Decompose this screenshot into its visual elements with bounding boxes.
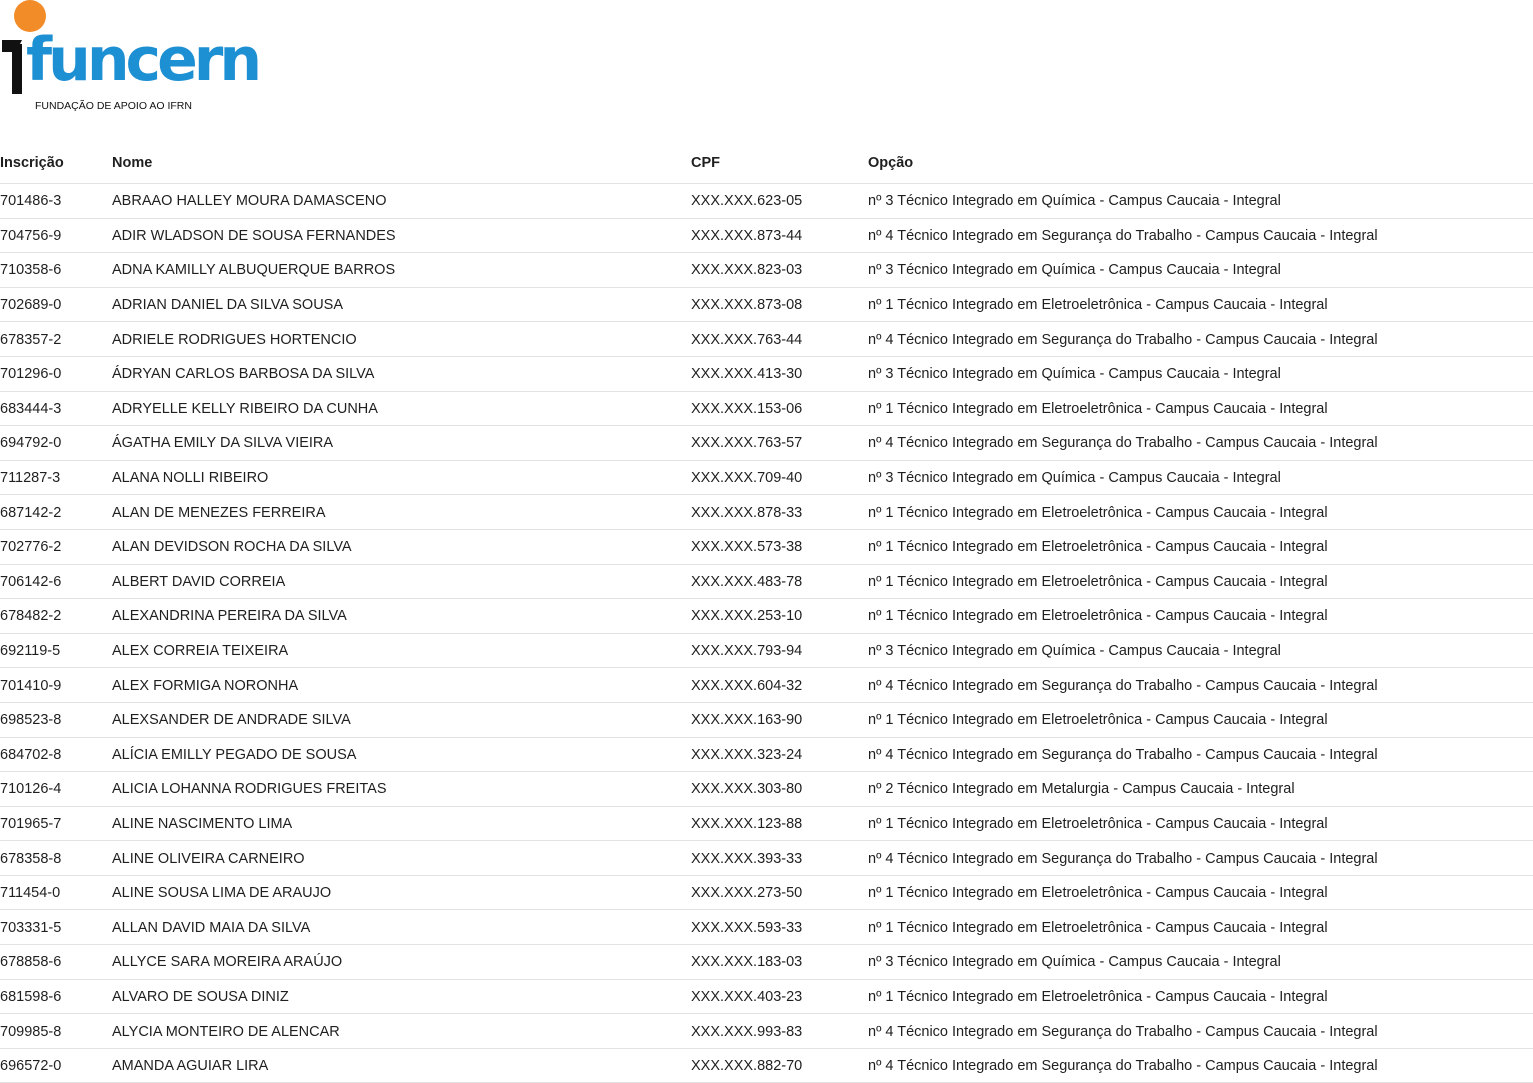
cell-nome: ALAN DEVIDSON ROCHA DA SILVA bbox=[112, 529, 691, 564]
cell-nome: ALBERT DAVID CORREIA bbox=[112, 564, 691, 599]
table-row bbox=[0, 1014, 1533, 1049]
table-row bbox=[0, 599, 1533, 634]
cell-cpf: XXX.XXX.253-10 bbox=[691, 599, 868, 634]
logo-subtitle: FUNDAÇÃO DE APOIO AO IFRN bbox=[35, 100, 192, 112]
cell-nome: ALEX FORMIGA NORONHA bbox=[112, 668, 691, 703]
cell-cpf: XXX.XXX.303-80 bbox=[691, 772, 868, 807]
cell-opcao: nº 4 Técnico Integrado em Segurança do Trabalho - Campus Caucaia - Integral bbox=[868, 322, 1533, 357]
cell-cpf: XXX.XXX.873-44 bbox=[691, 218, 868, 253]
cell-inscricao: 696572-0 bbox=[0, 1048, 112, 1083]
funcern-logo bbox=[0, 0, 259, 116]
candidates-table bbox=[0, 143, 1533, 1083]
cell-opcao: nº 4 Técnico Integrado em Segurança do Trabalho - Campus Caucaia - Integral bbox=[868, 737, 1533, 772]
cell-opcao: nº 4 Técnico Integrado em Segurança do Trabalho - Campus Caucaia - Integral bbox=[868, 668, 1533, 703]
cell-cpf: XXX.XXX.604-32 bbox=[691, 668, 868, 703]
cell-nome: ADRIELE RODRIGUES HORTENCIO bbox=[112, 322, 691, 357]
table-row bbox=[0, 910, 1533, 945]
cell-cpf: XXX.XXX.763-44 bbox=[691, 322, 868, 357]
cell-cpf: XXX.XXX.882-70 bbox=[691, 1048, 868, 1083]
logo-wordmark: funcern bbox=[26, 25, 259, 95]
cell-cpf: XXX.XXX.873-08 bbox=[691, 287, 868, 322]
cell-opcao: nº 1 Técnico Integrado em Eletroeletrônica - Campus Caucaia - Integral bbox=[868, 979, 1533, 1014]
cell-inscricao: 710126-4 bbox=[0, 772, 112, 807]
header-nome: Nome bbox=[112, 143, 691, 184]
cell-nome: ALLAN DAVID MAIA DA SILVA bbox=[112, 910, 691, 945]
cell-inscricao: 706142-6 bbox=[0, 564, 112, 599]
cell-inscricao: 683444-3 bbox=[0, 391, 112, 426]
cell-opcao: nº 1 Técnico Integrado em Eletroeletrônica - Campus Caucaia - Integral bbox=[868, 702, 1533, 737]
cell-inscricao: 694792-0 bbox=[0, 426, 112, 461]
cell-inscricao: 681598-6 bbox=[0, 979, 112, 1014]
table-row bbox=[0, 426, 1533, 461]
cell-inscricao: 692119-5 bbox=[0, 633, 112, 668]
header-opcao: Opção bbox=[868, 143, 1533, 184]
cell-opcao: nº 3 Técnico Integrado em Química - Campus Caucaia - Integral bbox=[868, 633, 1533, 668]
cell-nome: ALINE NASCIMENTO LIMA bbox=[112, 806, 691, 841]
cell-inscricao: 702689-0 bbox=[0, 287, 112, 322]
cell-cpf: XXX.XXX.123-88 bbox=[691, 806, 868, 841]
cell-inscricao: 701486-3 bbox=[0, 184, 112, 219]
table-row bbox=[0, 529, 1533, 564]
table-row bbox=[0, 772, 1533, 807]
cell-nome: ALINE SOUSA LIMA DE ARAUJO bbox=[112, 875, 691, 910]
cell-nome: ALVARO DE SOUSA DINIZ bbox=[112, 979, 691, 1014]
cell-cpf: XXX.XXX.593-33 bbox=[691, 910, 868, 945]
cell-inscricao: 698523-8 bbox=[0, 702, 112, 737]
cell-opcao: nº 2 Técnico Integrado em Metalurgia - Campus Caucaia - Integral bbox=[868, 772, 1533, 807]
cell-nome: ALEX CORREIA TEIXEIRA bbox=[112, 633, 691, 668]
cell-opcao: nº 3 Técnico Integrado em Química - Campus Caucaia - Integral bbox=[868, 356, 1533, 391]
table-row bbox=[0, 287, 1533, 322]
cell-inscricao: 684702-8 bbox=[0, 737, 112, 772]
cell-inscricao: 678357-2 bbox=[0, 322, 112, 357]
cell-cpf: XXX.XXX.793-94 bbox=[691, 633, 868, 668]
cell-inscricao: 701410-9 bbox=[0, 668, 112, 703]
cell-cpf: XXX.XXX.403-23 bbox=[691, 979, 868, 1014]
cell-opcao: nº 4 Técnico Integrado em Segurança do Trabalho - Campus Caucaia - Integral bbox=[868, 1048, 1533, 1083]
cell-nome: ADRIAN DANIEL DA SILVA SOUSA bbox=[112, 287, 691, 322]
table-row bbox=[0, 633, 1533, 668]
cell-nome: ALÍCIA EMILLY PEGADO DE SOUSA bbox=[112, 737, 691, 772]
cell-cpf: XXX.XXX.483-78 bbox=[691, 564, 868, 599]
table-row bbox=[0, 875, 1533, 910]
cell-opcao: nº 3 Técnico Integrado em Química - Campus Caucaia - Integral bbox=[868, 460, 1533, 495]
table-row bbox=[0, 253, 1533, 288]
cell-cpf: XXX.XXX.183-03 bbox=[691, 945, 868, 980]
cell-nome: ÁDRYAN CARLOS BARBOSA DA SILVA bbox=[112, 356, 691, 391]
cell-opcao: nº 4 Técnico Integrado em Segurança do Trabalho - Campus Caucaia - Integral bbox=[868, 218, 1533, 253]
cell-nome: ALEXSANDER DE ANDRADE SILVA bbox=[112, 702, 691, 737]
cell-nome: ALINE OLIVEIRA CARNEIRO bbox=[112, 841, 691, 876]
table-row bbox=[0, 1048, 1533, 1083]
cell-opcao: nº 1 Técnico Integrado em Eletroeletrônica - Campus Caucaia - Integral bbox=[868, 564, 1533, 599]
cell-cpf: XXX.XXX.323-24 bbox=[691, 737, 868, 772]
cell-inscricao: 711454-0 bbox=[0, 875, 112, 910]
cell-opcao: nº 4 Técnico Integrado em Segurança do Trabalho - Campus Caucaia - Integral bbox=[868, 426, 1533, 461]
cell-opcao: nº 1 Técnico Integrado em Eletroeletrônica - Campus Caucaia - Integral bbox=[868, 806, 1533, 841]
cell-nome: ALANA NOLLI RIBEIRO bbox=[112, 460, 691, 495]
cell-inscricao: 701296-0 bbox=[0, 356, 112, 391]
cell-cpf: XXX.XXX.163-90 bbox=[691, 702, 868, 737]
table-row bbox=[0, 702, 1533, 737]
table-row bbox=[0, 391, 1533, 426]
cell-cpf: XXX.XXX.393-33 bbox=[691, 841, 868, 876]
cell-nome: ALYCIA MONTEIRO DE ALENCAR bbox=[112, 1014, 691, 1049]
table-row bbox=[0, 945, 1533, 980]
cell-cpf: XXX.XXX.709-40 bbox=[691, 460, 868, 495]
cell-nome: AMANDA AGUIAR LIRA bbox=[112, 1048, 691, 1083]
cell-nome: ALICIA LOHANNA RODRIGUES FREITAS bbox=[112, 772, 691, 807]
table-row bbox=[0, 668, 1533, 703]
cell-cpf: XXX.XXX.623-05 bbox=[691, 184, 868, 219]
cell-nome: ALAN DE MENEZES FERREIRA bbox=[112, 495, 691, 530]
cell-opcao: nº 4 Técnico Integrado em Segurança do Trabalho - Campus Caucaia - Integral bbox=[868, 1014, 1533, 1049]
cell-inscricao: 704756-9 bbox=[0, 218, 112, 253]
cell-opcao: nº 1 Técnico Integrado em Eletroeletrônica - Campus Caucaia - Integral bbox=[868, 875, 1533, 910]
cell-inscricao: 703331-5 bbox=[0, 910, 112, 945]
cell-nome: ABRAAO HALLEY MOURA DAMASCENO bbox=[112, 184, 691, 219]
table-row bbox=[0, 460, 1533, 495]
cell-inscricao: 701965-7 bbox=[0, 806, 112, 841]
cell-inscricao: 678358-8 bbox=[0, 841, 112, 876]
cell-nome: ADIR WLADSON DE SOUSA FERNANDES bbox=[112, 218, 691, 253]
cell-cpf: XXX.XXX.878-33 bbox=[691, 495, 868, 530]
cell-opcao: nº 3 Técnico Integrado em Química - Campus Caucaia - Integral bbox=[868, 945, 1533, 980]
cell-inscricao: 710358-6 bbox=[0, 253, 112, 288]
table-row bbox=[0, 806, 1533, 841]
cell-opcao: nº 1 Técnico Integrado em Eletroeletrônica - Campus Caucaia - Integral bbox=[868, 910, 1533, 945]
cell-cpf: XXX.XXX.413-30 bbox=[691, 356, 868, 391]
cell-cpf: XXX.XXX.153-06 bbox=[691, 391, 868, 426]
cell-opcao: nº 1 Técnico Integrado em Eletroeletrônica - Campus Caucaia - Integral bbox=[868, 529, 1533, 564]
table-row bbox=[0, 322, 1533, 357]
table-row bbox=[0, 495, 1533, 530]
cell-opcao: nº 1 Técnico Integrado em Eletroeletrônica - Campus Caucaia - Integral bbox=[868, 287, 1533, 322]
cell-opcao: nº 1 Técnico Integrado em Eletroeletrônica - Campus Caucaia - Integral bbox=[868, 495, 1533, 530]
table-row bbox=[0, 564, 1533, 599]
cell-nome: ALEXANDRINA PEREIRA DA SILVA bbox=[112, 599, 691, 634]
cell-opcao: nº 3 Técnico Integrado em Química - Campus Caucaia - Integral bbox=[868, 253, 1533, 288]
cell-inscricao: 709985-8 bbox=[0, 1014, 112, 1049]
cell-inscricao: 678858-6 bbox=[0, 945, 112, 980]
cell-inscricao: 711287-3 bbox=[0, 460, 112, 495]
cell-nome: ÁGATHA EMILY DA SILVA VIEIRA bbox=[112, 426, 691, 461]
cell-nome: ADRYELLE KELLY RIBEIRO DA CUNHA bbox=[112, 391, 691, 426]
cell-cpf: XXX.XXX.763-57 bbox=[691, 426, 868, 461]
cell-inscricao: 678482-2 bbox=[0, 599, 112, 634]
cell-opcao: nº 1 Técnico Integrado em Eletroeletrônica - Campus Caucaia - Integral bbox=[868, 599, 1533, 634]
cell-opcao: nº 3 Técnico Integrado em Química - Campus Caucaia - Integral bbox=[868, 184, 1533, 219]
cell-nome: ALLYCE SARA MOREIRA ARAÚJO bbox=[112, 945, 691, 980]
cell-cpf: XXX.XXX.273-50 bbox=[691, 875, 868, 910]
cell-cpf: XXX.XXX.993-83 bbox=[691, 1014, 868, 1049]
header-inscricao: Inscrição bbox=[0, 143, 112, 184]
table-row bbox=[0, 184, 1533, 219]
cell-opcao: nº 1 Técnico Integrado em Eletroeletrônica - Campus Caucaia - Integral bbox=[868, 391, 1533, 426]
table-body bbox=[0, 184, 1533, 1083]
table-header bbox=[0, 143, 1533, 184]
table-row bbox=[0, 979, 1533, 1014]
cell-nome: ADNA KAMILLY ALBUQUERQUE BARROS bbox=[112, 253, 691, 288]
cell-opcao: nº 4 Técnico Integrado em Segurança do Trabalho - Campus Caucaia - Integral bbox=[868, 841, 1533, 876]
cell-cpf: XXX.XXX.573-38 bbox=[691, 529, 868, 564]
table-row bbox=[0, 218, 1533, 253]
table-row bbox=[0, 737, 1533, 772]
header-cpf: CPF bbox=[691, 143, 868, 184]
cell-inscricao: 687142-2 bbox=[0, 495, 112, 530]
cell-inscricao: 702776-2 bbox=[0, 529, 112, 564]
table-row bbox=[0, 841, 1533, 876]
cell-cpf: XXX.XXX.823-03 bbox=[691, 253, 868, 288]
table-row bbox=[0, 356, 1533, 391]
